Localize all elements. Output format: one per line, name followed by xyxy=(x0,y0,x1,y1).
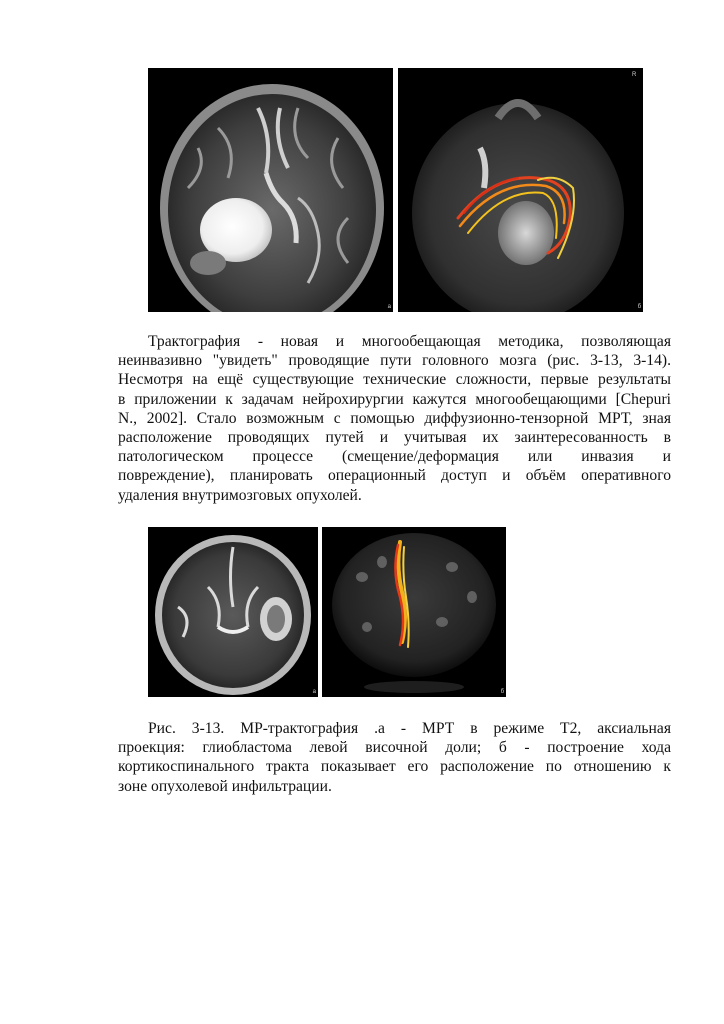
paragraph-line: патологическом процессе (смещение/деформация или инвазия и xyxy=(118,448,671,466)
paragraph-line: неинвазивно "увидеть" проводящие пути головного мозга (рис. 3-13, 3-14). xyxy=(118,352,671,370)
body-paragraph xyxy=(118,332,671,505)
figure-label-a: а xyxy=(312,689,316,695)
figure-caption xyxy=(118,719,671,796)
paragraph-line: в приложении к задачам нейрохирургии кажутся многообещающими [Chepuri xyxy=(118,390,671,408)
dti-tractography-image-bottom xyxy=(322,527,506,697)
figure-label-b: б xyxy=(500,689,504,695)
paragraph-line: Трактография - новая и многообещающая методика, позволяющая xyxy=(148,333,671,350)
caption-line: проекция: глиобластома левой височной доли; б - построение хода xyxy=(118,739,671,757)
figure-label-b: б xyxy=(637,304,641,310)
dti-tractography-image-top xyxy=(398,68,643,312)
caption-line: зоне опухолевой инфильтрации. xyxy=(118,777,332,795)
paragraph-line: повреждение), планировать операционный доступ и объём оперативного xyxy=(118,467,671,485)
paragraph-line: расположение проводящих путей и учитывая их заинтересованность в xyxy=(118,429,671,447)
paragraph-line: Несмотря на ещё существующие технические сложности, первые результаты xyxy=(118,371,671,389)
caption-line: кортикоспинального тракта показывает его расположение по отношению к xyxy=(118,758,671,776)
mri-t2-axial-image-top xyxy=(148,68,393,312)
paragraph-line: удаления внутримозговых опухолей. xyxy=(118,486,362,504)
paragraph-line: N., 2002]. Стало возможным с помощью диффузионно-тензорной МРТ, зная xyxy=(118,409,671,427)
mri-t2-axial-image-bottom xyxy=(148,527,318,697)
caption-line: Рис. 3-13. МР-трактография .а - МРТ в режиме Т2, аксиальная xyxy=(148,720,671,737)
figure-label-a: а xyxy=(387,304,391,310)
image-corner-mark: R xyxy=(632,72,637,78)
